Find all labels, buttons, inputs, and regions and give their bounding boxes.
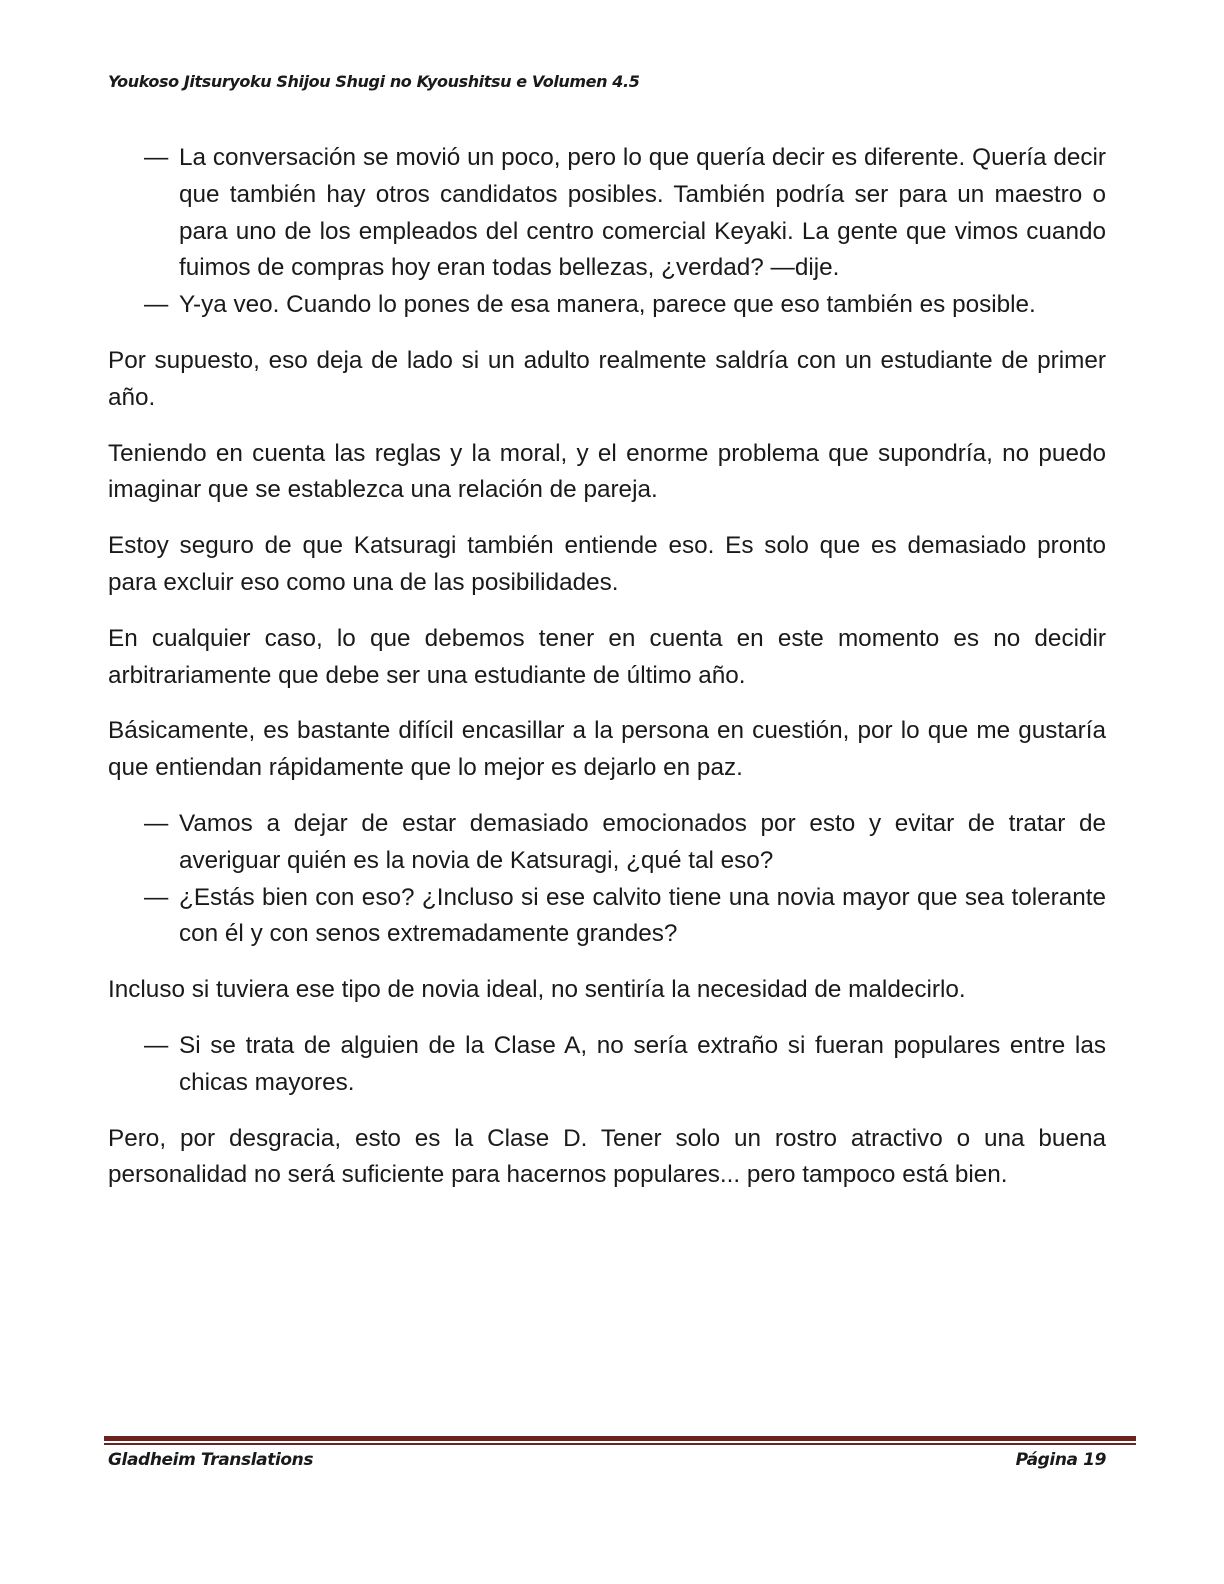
footer-rule-thick (104, 1436, 1136, 1441)
dialogue-line (108, 880, 1106, 954)
footer-translator-credit: Gladheim Translations (108, 1450, 314, 1470)
page-body (108, 140, 1106, 1213)
dialogue-dash: — (144, 1031, 169, 1059)
dialogue-dash: — (144, 809, 169, 837)
dialogue-dash: — (144, 144, 169, 171)
dialogue-dash: — (144, 291, 169, 319)
narration-paragraph: Por supuesto, eso deja de lado si un adulto realmente saldría con un estudiante de primer año. (108, 346, 1106, 411)
dialogue-line (108, 1028, 1106, 1102)
dialogue-text: ¿Estás bien con eso? ¿Incluso si ese calvito tiene una novia mayor que sea tolerante con él y con senos extremadamente grandes? (179, 883, 1106, 948)
dialogue-text: Vamos a dejar de estar demasiado emocionados por esto y evitar de tratar de averiguar quién es la novia de Katsuragi, ¿qué tal eso? (179, 809, 1106, 874)
dialogue-line (108, 287, 1106, 324)
dialogue-dash: — (144, 883, 169, 911)
footer-rule-thin (104, 1443, 1136, 1445)
page-header-title: Youkoso Jitsuryoku Shijou Shugi no Kyoushitsu e Volumen 4.5 (108, 72, 640, 91)
footer-page-number: Página 19 (1015, 1450, 1106, 1470)
narration-paragraph: En cualquier caso, lo que debemos tener en cuenta en este momento es no decidir arbitrariamente que debe ser una estudiante de último año. (108, 624, 1106, 689)
narration-paragraph: Básicamente, es bastante difícil encasillar a la persona en cuestión, por lo que me gustaría que entiendan rápidamente que lo mejor es dejarlo en paz. (108, 717, 1106, 782)
narration-paragraph: Teniendo en cuenta las reglas y la moral, y el enorme problema que supondría, no puedo imaginar que se establezca una relación de pareja. (108, 439, 1106, 504)
narration-paragraph: Incluso si tuviera ese tipo de novia ideal, no sentiría la necesidad de maldecirlo. (108, 976, 966, 1004)
dialogue-line (108, 140, 1106, 287)
dialogue-line (108, 806, 1106, 880)
dialogue-text: Y-ya veo. Cuando lo pones de esa manera, parece que eso también es posible. (179, 291, 1036, 319)
narration-paragraph: Pero, por desgracia, esto es la Clase D. Tener solo un rostro atractivo o una buena personalidad no será suficiente para hacernos populares... pero tampoco está bien. (108, 1124, 1106, 1189)
narration-paragraph: Estoy seguro de que Katsuragi también entiende eso. Es solo que es demasiado pronto para excluir eso como una de las posibilidades. (108, 532, 1106, 596)
dialogue-block (108, 806, 1106, 953)
dialogue-text: Si se trata de alguien de la Clase A, no sería extraño si fueran populares entre las chicas mayores. (179, 1031, 1106, 1096)
dialogue-block (108, 140, 1106, 324)
dialogue-block (108, 1028, 1106, 1102)
dialogue-text: La conversación se movió un poco, pero lo que quería decir es diferente. Quería decir que también hay otros candidatos posibles. También podría ser para un maestro o para uno de los empleados del centro comercial Keyaki. La gente que vimos cuando fuimos de compras hoy eran todas bellezas, ¿verdad? —dije. (179, 144, 1106, 282)
